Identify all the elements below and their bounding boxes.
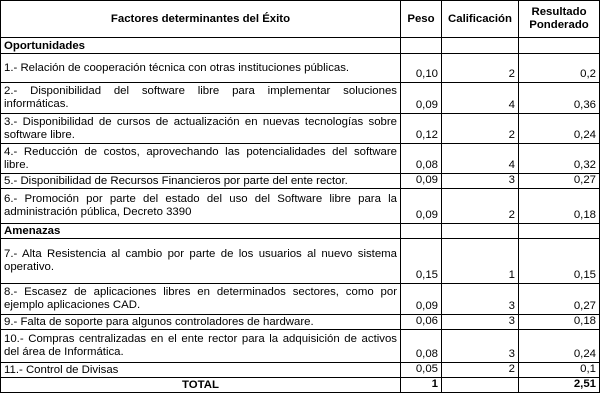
weight-cell: 0,12 [401,114,442,144]
total-result: 2,51 [519,378,600,393]
weight-cell: 0,15 [401,239,442,284]
total-rating [442,378,519,393]
result-cell: 0,24 [519,114,600,144]
table-row [1,189,600,224]
result-cell: 0,18 [519,189,600,224]
section-row-opportunities [1,38,600,54]
weight-cell: 0,05 [401,363,442,378]
rating-cell: 3 [442,315,519,330]
result-cell: 0,36 [519,83,600,114]
factor-cell: 2.- Disponibilidad del software libre para implementar soluciones informáticas. [1,83,401,114]
weight-cell: 0,06 [401,315,442,330]
rating-cell: 2 [442,54,519,83]
result-cell: 0,27 [519,174,600,189]
header-rating: Calificación [442,1,519,38]
rating-cell: 3 [442,284,519,315]
table-row [1,239,600,284]
table-row [1,83,600,114]
rating-cell: 4 [442,144,519,174]
weight-cell: 0,09 [401,174,442,189]
table-row [1,284,600,315]
rating-cell: 2 [442,114,519,144]
factor-cell: 1.- Relación de cooperación técnica con otras instituciones públicas. [1,54,401,83]
table-row [1,315,600,330]
header-row [1,1,600,38]
total-row [1,378,600,393]
table-row [1,54,600,83]
table-row [1,174,600,189]
factor-cell: 8.- Escasez de aplicaciones libres en determinados sectores, como por ejemplo aplicaciones CAD. [1,284,401,315]
table-row [1,114,600,144]
total-weight: 1 [401,378,442,393]
rating-cell: 2 [442,189,519,224]
header-weight: Peso [401,1,442,38]
result-cell: 0,32 [519,144,600,174]
weight-cell: 0,09 [401,189,442,224]
header-result: Resultado Ponderado [519,1,600,38]
table-row [1,363,600,378]
result-cell: 0,18 [519,315,600,330]
factor-cell: 6.- Promoción por parte del estado del uso del Software libre para la administración pública, Decreto 3390 [1,189,401,224]
rating-cell: 2 [442,363,519,378]
factor-cell: 4.- Reducción de costos, aprovechando las potencialidades del software libre. [1,144,401,174]
weight-cell: 0,09 [401,83,442,114]
table-row [1,144,600,174]
table-row [1,330,600,363]
result-cell: 0,24 [519,330,600,363]
result-cell: 0,27 [519,284,600,315]
weight-cell: 0,08 [401,144,442,174]
factor-cell: 5.- Disponibilidad de Recursos Financieros por parte del ente rector. [1,174,401,189]
result-cell: 0,15 [519,239,600,284]
weight-cell: 0,09 [401,284,442,315]
rating-cell: 4 [442,83,519,114]
factor-cell: 9.- Falta de soporte para algunos controladores de hardware. [1,315,401,330]
rating-cell: 3 [442,330,519,363]
factor-cell: 3.- Disponibilidad de cursos de actualización en nuevas tecnologías sobre software libre. [1,114,401,144]
header-factor: Factores determinantes del Éxito [1,1,401,38]
section-title: Oportunidades [1,38,401,54]
factor-cell: 11.- Control de Divisas [1,363,401,378]
factor-cell: 7.- Alta Resistencia al cambio por parte de los usuarios al nuevo sistema operativo. [1,239,401,284]
section-title: Amenazas [1,224,401,239]
weight-cell: 0,08 [401,330,442,363]
result-cell: 0,1 [519,363,600,378]
total-label: TOTAL [1,378,401,393]
weight-cell: 0,10 [401,54,442,83]
factor-cell: 10.- Compras centralizadas en el ente rector para la adquisición de activos del área de Informática. [1,330,401,363]
section-row-threats [1,224,600,239]
rating-cell: 3 [442,174,519,189]
result-cell: 0,2 [519,54,600,83]
rating-cell: 1 [442,239,519,284]
